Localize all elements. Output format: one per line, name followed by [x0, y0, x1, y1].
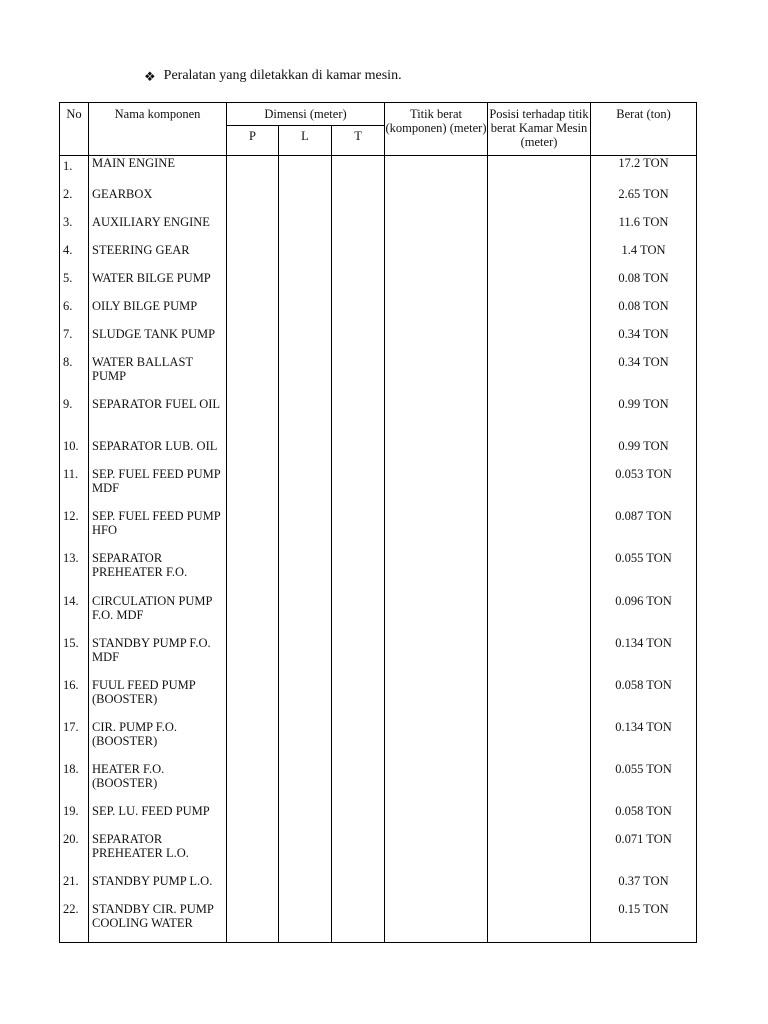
berat-value: 0.08 TON — [591, 271, 697, 299]
berat-value: 17.2 TON — [591, 156, 697, 188]
component-name: AUXILIARY ENGINE — [89, 215, 227, 243]
component-name: STANDBY PUMP F.O. MDF — [89, 636, 227, 678]
posisi-cell — [488, 439, 591, 467]
dimension-t-cell — [332, 832, 385, 874]
row-number: 7. — [60, 327, 89, 355]
row-number: 8. — [60, 355, 89, 397]
row-number: 9. — [60, 397, 89, 439]
titik-berat-cell — [385, 187, 488, 215]
dimension-t-cell — [332, 156, 385, 188]
titik-berat-cell — [385, 594, 488, 636]
table-row — [60, 551, 697, 594]
dimension-t-cell — [332, 804, 385, 832]
row-number: 11. — [60, 467, 89, 509]
berat-value: 0.055 TON — [591, 551, 697, 594]
dimension-p-cell — [227, 762, 279, 804]
row-number: 12. — [60, 509, 89, 551]
row-number: 2. — [60, 187, 89, 215]
dimension-l-cell — [279, 327, 332, 355]
dimension-p-cell — [227, 832, 279, 874]
dimension-l-cell — [279, 902, 332, 943]
berat-value: 0.096 TON — [591, 594, 697, 636]
dimension-l-cell — [279, 271, 332, 299]
posisi-cell — [488, 467, 591, 509]
berat-value: 0.99 TON — [591, 397, 697, 439]
dimension-p-cell — [227, 327, 279, 355]
component-name: CIR. PUMP F.O. (BOOSTER) — [89, 720, 227, 762]
titik-berat-cell — [385, 720, 488, 762]
posisi-cell — [488, 509, 591, 551]
titik-berat-cell — [385, 902, 488, 943]
posisi-cell — [488, 551, 591, 594]
titik-berat-cell — [385, 467, 488, 509]
dimension-p-cell — [227, 720, 279, 762]
dimension-l-cell — [279, 832, 332, 874]
berat-value: 0.99 TON — [591, 439, 697, 467]
table-row — [60, 509, 697, 551]
dimension-p-cell — [227, 509, 279, 551]
berat-value: 0.134 TON — [591, 720, 697, 762]
posisi-cell — [488, 832, 591, 874]
component-name: FUUL FEED PUMP (BOOSTER) — [89, 678, 227, 720]
dimension-l-cell — [279, 467, 332, 509]
berat-value: 0.053 TON — [591, 467, 697, 509]
posisi-cell — [488, 271, 591, 299]
berat-value: 1.4 TON — [591, 243, 697, 271]
titik-berat-cell — [385, 215, 488, 243]
header-t: T — [332, 126, 385, 156]
dimension-t-cell — [332, 720, 385, 762]
row-number: 17. — [60, 720, 89, 762]
titik-berat-cell — [385, 636, 488, 678]
dimension-l-cell — [279, 762, 332, 804]
table-row — [60, 299, 697, 327]
posisi-cell — [488, 299, 591, 327]
titik-berat-cell — [385, 439, 488, 467]
component-name: SLUDGE TANK PUMP — [89, 327, 227, 355]
berat-value: 2.65 TON — [591, 187, 697, 215]
section-heading — [144, 68, 402, 84]
row-number: 6. — [60, 299, 89, 327]
header-l: L — [279, 126, 332, 156]
row-number: 5. — [60, 271, 89, 299]
table-row — [60, 874, 697, 902]
dimension-p-cell — [227, 243, 279, 271]
posisi-cell — [488, 187, 591, 215]
posisi-cell — [488, 397, 591, 439]
component-name: SEP. FUEL FEED PUMP HFO — [89, 509, 227, 551]
row-number: 22. — [60, 902, 89, 943]
diamond-bullet-icon: ❖ — [144, 68, 156, 84]
dimension-l-cell — [279, 397, 332, 439]
berat-value: 0.134 TON — [591, 636, 697, 678]
berat-value: 0.087 TON — [591, 509, 697, 551]
row-number: 4. — [60, 243, 89, 271]
component-name: STANDBY CIR. PUMP COOLING WATER — [89, 902, 227, 943]
titik-berat-cell — [385, 299, 488, 327]
header-dimensi: Dimensi (meter) — [227, 103, 385, 126]
component-name: GEARBOX — [89, 187, 227, 215]
table-row — [60, 804, 697, 832]
dimension-p-cell — [227, 874, 279, 902]
dimension-t-cell — [332, 762, 385, 804]
dimension-l-cell — [279, 299, 332, 327]
posisi-cell — [488, 720, 591, 762]
dimension-l-cell — [279, 215, 332, 243]
berat-value: 0.055 TON — [591, 762, 697, 804]
posisi-cell — [488, 636, 591, 678]
berat-value: 0.058 TON — [591, 804, 697, 832]
dimension-l-cell — [279, 551, 332, 594]
component-name: SEP. LU. FEED PUMP — [89, 804, 227, 832]
dimension-p-cell — [227, 355, 279, 397]
dimension-t-cell — [332, 636, 385, 678]
posisi-cell — [488, 594, 591, 636]
table-row — [60, 439, 697, 467]
berat-value: 0.058 TON — [591, 678, 697, 720]
dimension-t-cell — [332, 355, 385, 397]
titik-berat-cell — [385, 551, 488, 594]
dimension-l-cell — [279, 156, 332, 188]
table-row — [60, 271, 697, 299]
row-number: 14. — [60, 594, 89, 636]
titik-berat-cell — [385, 355, 488, 397]
dimension-t-cell — [332, 467, 385, 509]
dimension-p-cell — [227, 551, 279, 594]
table-row — [60, 215, 697, 243]
posisi-cell — [488, 678, 591, 720]
dimension-p-cell — [227, 439, 279, 467]
dimension-p-cell — [227, 299, 279, 327]
table-row — [60, 467, 697, 509]
dimension-l-cell — [279, 439, 332, 467]
dimension-t-cell — [332, 594, 385, 636]
dimension-l-cell — [279, 187, 332, 215]
table-row — [60, 678, 697, 720]
component-name: STANDBY PUMP L.O. — [89, 874, 227, 902]
dimension-p-cell — [227, 467, 279, 509]
row-number: 15. — [60, 636, 89, 678]
titik-berat-cell — [385, 156, 488, 188]
component-name: STEERING GEAR — [89, 243, 227, 271]
dimension-t-cell — [332, 678, 385, 720]
dimension-t-cell — [332, 271, 385, 299]
table-row — [60, 187, 697, 215]
component-table — [59, 102, 697, 943]
posisi-cell — [488, 762, 591, 804]
berat-value: 0.34 TON — [591, 355, 697, 397]
header-nama-komponen: Nama komponen — [89, 103, 227, 156]
dimension-p-cell — [227, 187, 279, 215]
dimension-l-cell — [279, 509, 332, 551]
header-posisi: Posisi terhadap titik berat Kamar Mesin (meter) — [488, 103, 591, 156]
row-number: 19. — [60, 804, 89, 832]
dimension-t-cell — [332, 187, 385, 215]
dimension-t-cell — [332, 243, 385, 271]
dimension-l-cell — [279, 636, 332, 678]
header-berat: Berat (ton) — [591, 103, 697, 156]
posisi-cell — [488, 902, 591, 943]
berat-value: 0.071 TON — [591, 832, 697, 874]
row-number: 16. — [60, 678, 89, 720]
dimension-l-cell — [279, 243, 332, 271]
berat-value: 0.37 TON — [591, 874, 697, 902]
component-name: SEPARATOR PREHEATER L.O. — [89, 832, 227, 874]
posisi-cell — [488, 156, 591, 188]
titik-berat-cell — [385, 874, 488, 902]
dimension-l-cell — [279, 678, 332, 720]
table-body — [60, 156, 697, 943]
component-name: MAIN ENGINE — [89, 156, 227, 188]
table-row — [60, 902, 697, 943]
component-name: SEPARATOR FUEL OIL — [89, 397, 227, 439]
table-row — [60, 594, 697, 636]
header-p: P — [227, 126, 279, 156]
dimension-t-cell — [332, 327, 385, 355]
titik-berat-cell — [385, 327, 488, 355]
dimension-p-cell — [227, 397, 279, 439]
table-row — [60, 243, 697, 271]
dimension-l-cell — [279, 594, 332, 636]
titik-berat-cell — [385, 762, 488, 804]
component-name: HEATER F.O. (BOOSTER) — [89, 762, 227, 804]
table-row — [60, 832, 697, 874]
table-row — [60, 720, 697, 762]
posisi-cell — [488, 327, 591, 355]
titik-berat-cell — [385, 271, 488, 299]
titik-berat-cell — [385, 804, 488, 832]
component-name: SEPARATOR PREHEATER F.O. — [89, 551, 227, 594]
section-heading-text: Peralatan yang diletakkan di kamar mesin. — [163, 68, 402, 83]
table-row — [60, 355, 697, 397]
component-name: CIRCULATION PUMP F.O. MDF — [89, 594, 227, 636]
berat-value: 11.6 TON — [591, 215, 697, 243]
titik-berat-cell — [385, 832, 488, 874]
dimension-p-cell — [227, 902, 279, 943]
dimension-p-cell — [227, 636, 279, 678]
table-row — [60, 156, 697, 188]
dimension-t-cell — [332, 299, 385, 327]
berat-value: 0.15 TON — [591, 902, 697, 943]
titik-berat-cell — [385, 243, 488, 271]
header-titik-berat: Titik berat (komponen) (meter) — [385, 103, 488, 156]
row-number: 20. — [60, 832, 89, 874]
dimension-p-cell — [227, 215, 279, 243]
row-number: 13. — [60, 551, 89, 594]
dimension-l-cell — [279, 874, 332, 902]
dimension-t-cell — [332, 439, 385, 467]
component-name: WATER BALLAST PUMP — [89, 355, 227, 397]
dimension-p-cell — [227, 271, 279, 299]
table-row — [60, 636, 697, 678]
table-row — [60, 762, 697, 804]
dimension-p-cell — [227, 678, 279, 720]
dimension-t-cell — [332, 509, 385, 551]
row-number: 3. — [60, 215, 89, 243]
component-name: OILY BILGE PUMP — [89, 299, 227, 327]
row-number: 18. — [60, 762, 89, 804]
posisi-cell — [488, 874, 591, 902]
berat-value: 0.34 TON — [591, 327, 697, 355]
row-number: 10. — [60, 439, 89, 467]
titik-berat-cell — [385, 678, 488, 720]
header-no: No — [60, 103, 89, 156]
dimension-p-cell — [227, 594, 279, 636]
row-number: 1. — [60, 156, 89, 188]
dimension-l-cell — [279, 355, 332, 397]
dimension-l-cell — [279, 720, 332, 762]
dimension-t-cell — [332, 397, 385, 439]
posisi-cell — [488, 243, 591, 271]
component-name: WATER BILGE PUMP — [89, 271, 227, 299]
component-name: SEPARATOR LUB. OIL — [89, 439, 227, 467]
titik-berat-cell — [385, 509, 488, 551]
dimension-t-cell — [332, 215, 385, 243]
dimension-l-cell — [279, 804, 332, 832]
component-name: SEP. FUEL FEED PUMP MDF — [89, 467, 227, 509]
table-header — [60, 103, 697, 156]
posisi-cell — [488, 355, 591, 397]
dimension-p-cell — [227, 804, 279, 832]
posisi-cell — [488, 215, 591, 243]
posisi-cell — [488, 804, 591, 832]
table-row — [60, 327, 697, 355]
dimension-t-cell — [332, 551, 385, 594]
dimension-t-cell — [332, 874, 385, 902]
berat-value: 0.08 TON — [591, 299, 697, 327]
dimension-t-cell — [332, 902, 385, 943]
table-row — [60, 397, 697, 439]
dimension-p-cell — [227, 156, 279, 188]
row-number: 21. — [60, 874, 89, 902]
titik-berat-cell — [385, 397, 488, 439]
